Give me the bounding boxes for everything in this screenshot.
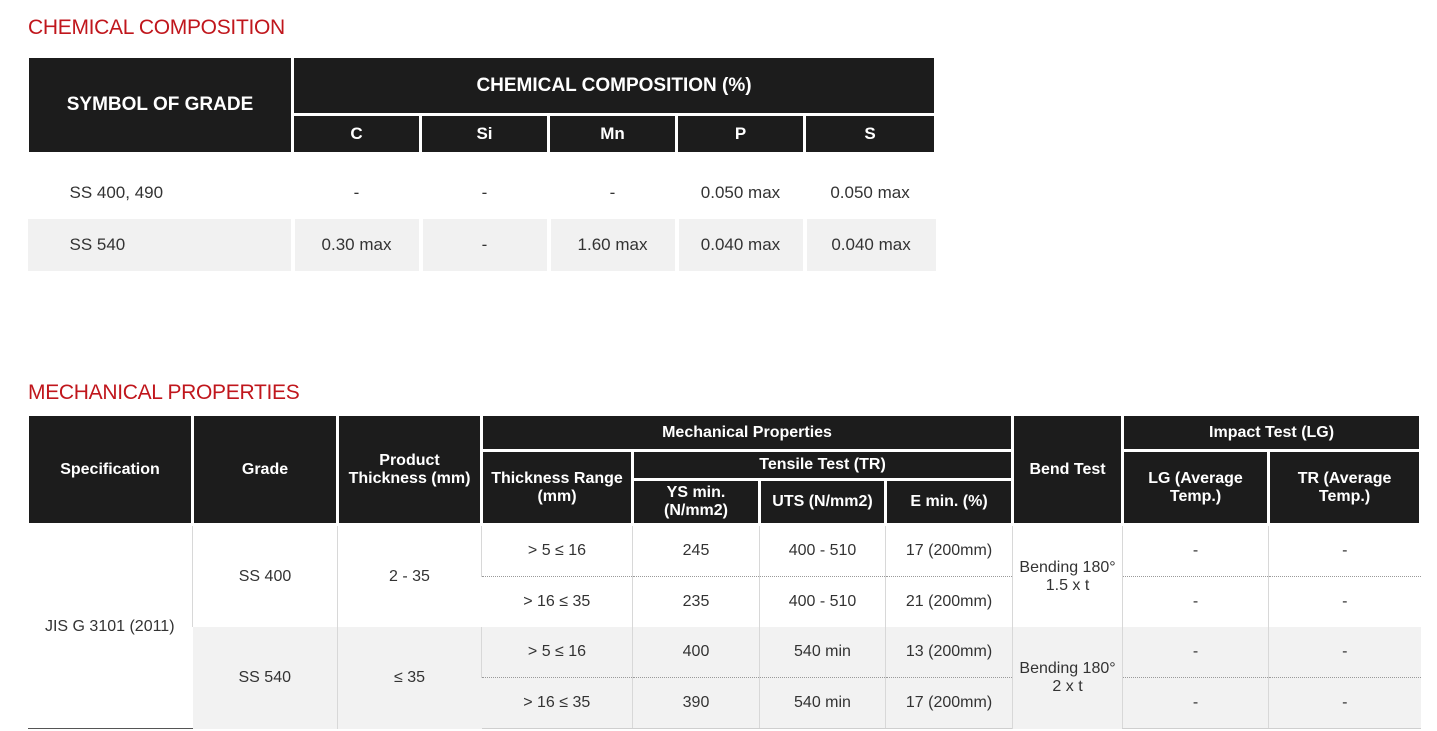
thickness-range-cell: > 5 ≤ 16: [482, 627, 633, 678]
element-header-si: Si: [421, 115, 549, 154]
grade-header: Grade: [193, 415, 338, 525]
lg-header: LG (Average Temp.): [1123, 451, 1269, 525]
tr-header: TR (Average Temp.): [1269, 451, 1421, 525]
specification-cell: JIS G 3101 (2011): [28, 525, 193, 729]
uts-cell: 400 - 510: [760, 525, 886, 577]
thickness-range-header: Thickness Range (mm): [482, 451, 633, 525]
value-cell: 0.040 max: [805, 219, 936, 271]
thickness-range-cell: > 5 ≤ 16: [482, 525, 633, 577]
chemical-composition-table: [26, 55, 937, 271]
uts-header: UTS (N/mm2): [760, 480, 886, 525]
grade-cell: SS 540: [193, 627, 338, 729]
table-row: [28, 219, 936, 271]
thickness-range-cell: > 16 ≤ 35: [523, 593, 591, 610]
bend-cell: Bending 180° 2 x t: [1013, 627, 1123, 729]
e-min-cell: 21 (200mm): [886, 577, 1013, 628]
bend-test-header: Bend Test: [1013, 415, 1123, 525]
value-cell: -: [353, 183, 360, 202]
grade-cell: SS 400: [193, 525, 338, 628]
mechanical-properties-table: [26, 413, 1422, 729]
value-cell: 0.30 max: [293, 219, 421, 271]
tr-cell: -: [1269, 577, 1421, 628]
value-cell: -: [481, 183, 488, 202]
element-header-p: P: [677, 115, 805, 154]
table-row: [28, 525, 1421, 577]
e-min-cell: 13 (200mm): [886, 627, 1013, 678]
ys-cell: 235: [633, 577, 760, 628]
value-cell: -: [609, 183, 616, 202]
lg-cell: -: [1123, 525, 1269, 577]
e-min-header: E min. (%): [886, 480, 1013, 525]
symbol-of-grade-header: SYMBOL OF GRADE: [28, 57, 293, 154]
uts-cell: 400 - 510: [760, 577, 886, 628]
mechanical-properties-title: MECHANICAL PROPERTIES: [28, 381, 300, 404]
table-row: [28, 627, 1421, 678]
e-min-cell: 17 (200mm): [886, 678, 1013, 729]
value-cell: 0.050 max: [700, 183, 781, 202]
mechanical-properties-header: Mechanical Properties: [482, 415, 1013, 451]
grade-cell: SS 540: [28, 219, 293, 271]
element-header-s: S: [805, 115, 936, 154]
lg-cell: -: [1123, 627, 1269, 678]
chemical-composition-title: CHEMICAL COMPOSITION: [28, 16, 285, 39]
specification-header: Specification: [28, 415, 193, 525]
value-cell: -: [421, 219, 549, 271]
ys-cell: 400: [633, 627, 760, 678]
tensile-test-header: Tensile Test (TR): [633, 451, 1013, 480]
table-row: [28, 167, 936, 219]
uts-cell: 540 min: [760, 627, 886, 678]
grade-cell: SS 400, 490: [69, 183, 164, 202]
bend-cell: Bending 180° 1.5 x t: [1013, 525, 1123, 628]
product-thickness-cell: ≤ 35: [338, 627, 482, 729]
product-thickness-cell: 2 - 35: [338, 525, 482, 628]
e-min-cell: 17 (200mm): [886, 525, 1013, 577]
chemical-composition-header: CHEMICAL COMPOSITION (%): [293, 57, 936, 115]
tr-cell: -: [1269, 525, 1421, 577]
ys-cell: 245: [633, 525, 760, 577]
element-header-c: C: [293, 115, 421, 154]
impact-test-header: Impact Test (LG): [1123, 415, 1421, 451]
element-header-mn: Mn: [549, 115, 677, 154]
value-cell: 0.040 max: [677, 219, 805, 271]
tr-cell: -: [1269, 627, 1421, 678]
lg-cell: -: [1123, 577, 1269, 628]
lg-cell: -: [1123, 678, 1269, 729]
thickness-range-cell: > 16 ≤ 35: [482, 678, 633, 729]
value-cell: 0.050 max: [830, 183, 910, 202]
value-cell: 1.60 max: [549, 219, 677, 271]
tr-cell: -: [1269, 678, 1421, 729]
ys-min-header: YS min. (N/mm2): [633, 480, 760, 525]
ys-cell: 390: [633, 678, 760, 729]
product-thickness-header: Product Thickness (mm): [338, 415, 482, 525]
uts-cell: 540 min: [760, 678, 886, 729]
